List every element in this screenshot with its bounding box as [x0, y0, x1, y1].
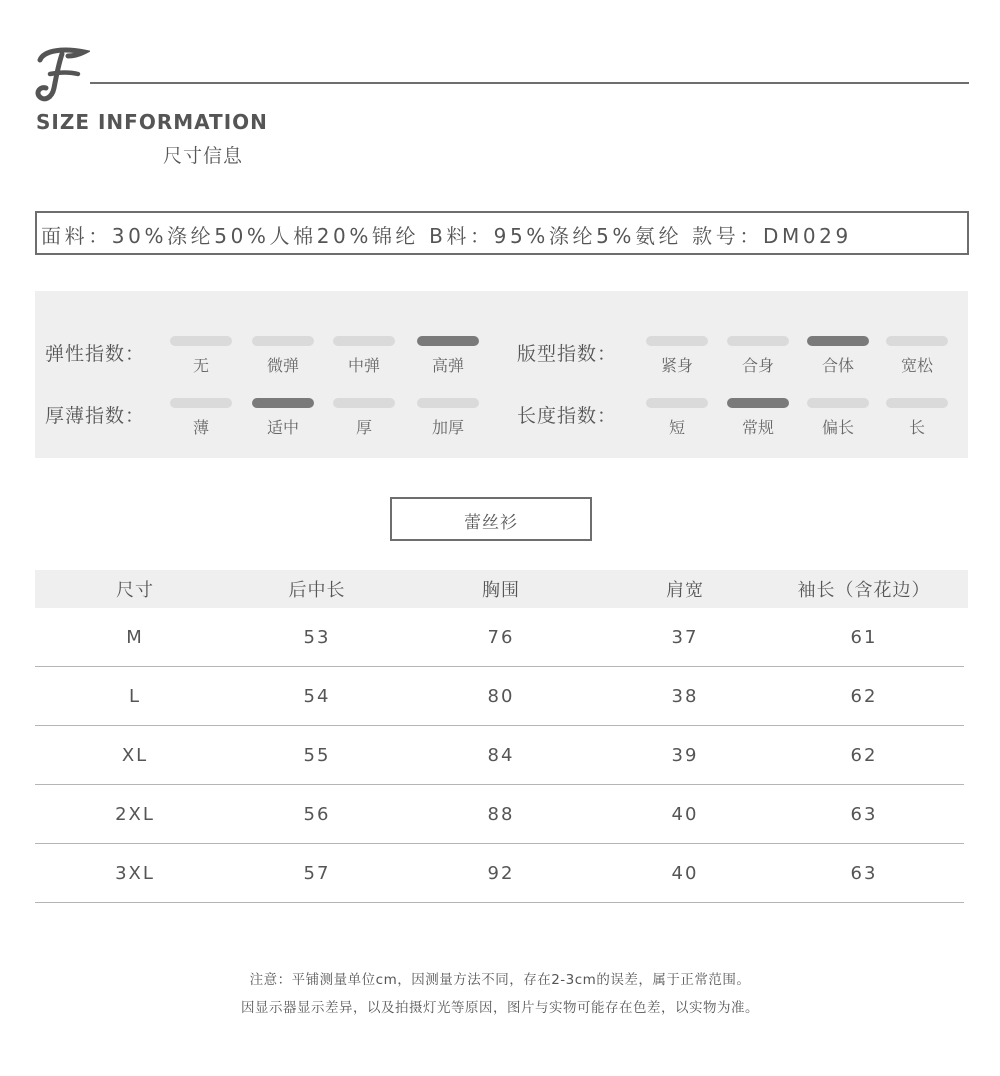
- table-cell: 37: [671, 626, 699, 648]
- table-cell: 57: [303, 862, 331, 884]
- index-option: [886, 336, 948, 376]
- index-bar: [170, 336, 232, 346]
- table-cell: 63: [850, 803, 878, 825]
- index-option-label: 合身: [741, 356, 774, 375]
- index-option: [646, 398, 708, 438]
- index-label-fit: 版型指数：: [517, 343, 618, 365]
- index-option: [333, 398, 395, 438]
- index-option: [646, 336, 708, 376]
- category-label: 蕾丝衫: [464, 513, 518, 533]
- table-cell: XL: [121, 744, 149, 766]
- index-option-label: 微弹: [266, 356, 299, 375]
- index-option: [252, 336, 314, 376]
- table-cell: 92: [487, 862, 515, 884]
- category-box: [390, 497, 592, 541]
- brand-logo-letter: F: [84, 66, 85, 67]
- index-bar: [646, 336, 708, 346]
- index-bar-selected: [417, 336, 479, 346]
- table-header-cell: 袖长（含花边）: [797, 580, 931, 601]
- index-option: [807, 398, 869, 438]
- table-cell: 62: [850, 744, 878, 766]
- index-option-label: 偏长: [821, 418, 854, 437]
- index-option: [886, 398, 948, 438]
- table-row: [35, 726, 964, 785]
- table-row: [35, 608, 964, 667]
- table-cell: 84: [487, 744, 515, 766]
- table-header-cell: 胸围: [482, 580, 520, 601]
- table-row: [35, 844, 964, 903]
- table-header-cell: 肩宽: [666, 580, 704, 601]
- index-bar-selected: [807, 336, 869, 346]
- fabric-info-box: [35, 211, 969, 255]
- table-cell: 55: [303, 744, 331, 766]
- index-option: [727, 336, 789, 376]
- index-option: [170, 336, 232, 376]
- index-option-label: 宽松: [900, 356, 933, 375]
- index-option-label: 厚: [355, 418, 372, 437]
- table-cell: 80: [487, 685, 515, 707]
- table-cell: 76: [487, 626, 515, 648]
- index-bar: [170, 398, 232, 408]
- garment-index-panel: [35, 291, 968, 458]
- index-option-label: 适中: [266, 418, 299, 437]
- index-option-label: 常规: [741, 418, 774, 437]
- table-cell: 54: [303, 685, 331, 707]
- index-bar: [252, 336, 314, 346]
- table-cell: 3XL: [115, 862, 155, 884]
- index-option: [417, 336, 479, 376]
- index-label-thickness: 厚薄指数：: [45, 405, 146, 427]
- index-label-length: 长度指数：: [517, 405, 618, 427]
- table-cell: 40: [671, 862, 699, 884]
- table-cell: 39: [671, 744, 699, 766]
- index-option-label: 薄: [192, 418, 209, 437]
- table-cell: 63: [850, 862, 878, 884]
- color-difference-note: 因显示器显示差异，以及拍摄灯光等原因，图片与实物可能存在色差，以实物为准。: [241, 1000, 759, 1016]
- fabric-info-text: 面料：30%涤纶50%人棉20%锦纶 B料：95%涤纶5%氨纶 款号：DM029: [41, 224, 852, 248]
- index-bar: [886, 336, 948, 346]
- index-bar: [333, 398, 395, 408]
- index-option: [807, 336, 869, 376]
- index-bar: [646, 398, 708, 408]
- index-option-label: 中弹: [347, 356, 380, 375]
- index-option-label: 无: [192, 356, 209, 375]
- section-title-en: SIZE INFORMATION: [36, 110, 268, 134]
- measurement-note: 注意：平铺测量单位cm，因测量方法不同，存在2-3cm的误差，属于正常范围。: [249, 972, 751, 988]
- table-cell: 56: [303, 803, 331, 825]
- table-cell: 38: [671, 685, 699, 707]
- index-option: [252, 398, 314, 438]
- table-cell: 2XL: [115, 803, 155, 825]
- table-row: [35, 667, 964, 726]
- index-option-label: 合体: [821, 356, 854, 375]
- index-option-label: 短: [668, 418, 685, 437]
- index-label-elasticity: 弹性指数：: [45, 343, 146, 365]
- table-cell: 62: [850, 685, 878, 707]
- index-bar-selected: [252, 398, 314, 408]
- index-option: [170, 398, 232, 438]
- table-cell: L: [128, 685, 142, 707]
- brand-logo-icon: [34, 46, 90, 104]
- table-header-cell: 后中长: [288, 580, 346, 601]
- table-cell: 88: [487, 803, 515, 825]
- index-option: [417, 398, 479, 438]
- index-bar-selected: [727, 398, 789, 408]
- index-bar: [333, 336, 395, 346]
- table-row: [35, 785, 964, 844]
- index-bar: [727, 336, 789, 346]
- size-table: [35, 570, 968, 903]
- table-header-cell: 尺寸: [116, 580, 154, 601]
- index-option: [727, 398, 789, 438]
- table-cell: 61: [850, 626, 878, 648]
- index-bar: [417, 398, 479, 408]
- table-cell: 40: [671, 803, 699, 825]
- index-option: [333, 336, 395, 376]
- table-cell: M: [126, 626, 144, 648]
- section-title-cn: 尺寸信息: [163, 145, 244, 167]
- index-option-label: 高弹: [431, 356, 464, 375]
- index-bar: [807, 398, 869, 408]
- table-cell: 53: [303, 626, 331, 648]
- index-option-label: 长: [908, 418, 925, 437]
- index-option-label: 紧身: [660, 356, 693, 375]
- index-bar: [886, 398, 948, 408]
- table-header-row: [35, 570, 968, 608]
- index-option-label: 加厚: [431, 418, 464, 437]
- header-divider: [90, 82, 969, 84]
